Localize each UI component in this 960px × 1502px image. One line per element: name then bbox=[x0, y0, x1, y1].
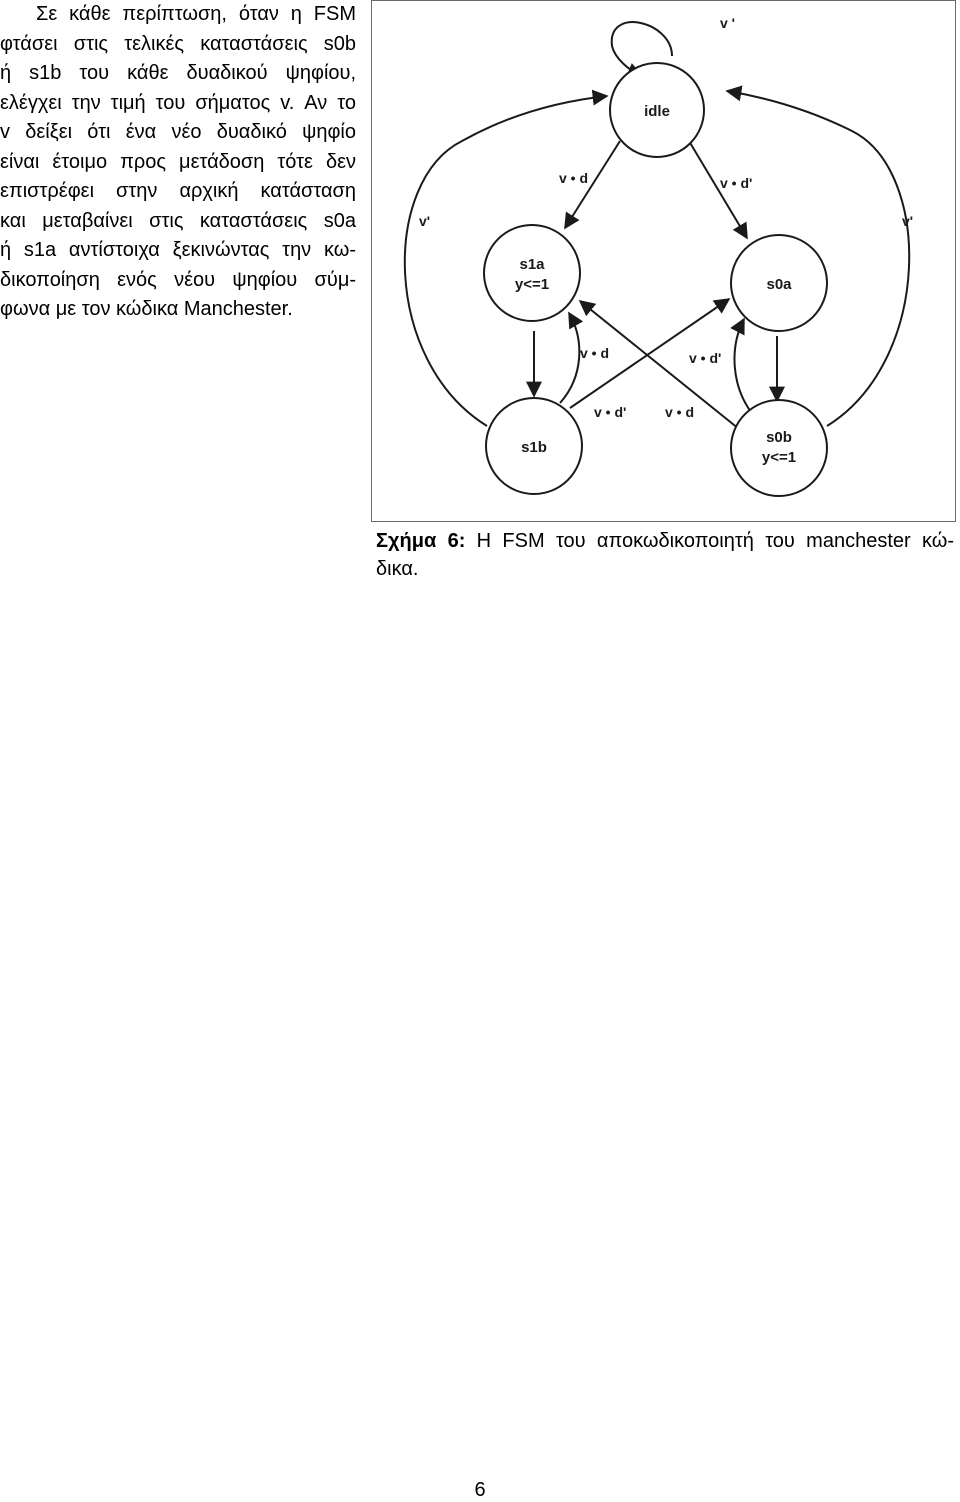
edge-s1b-to-s1a bbox=[560, 313, 579, 403]
state-label-idle: idle bbox=[644, 103, 670, 120]
edge-label-s1b-to-idle: v' bbox=[419, 213, 431, 229]
caption-text: Η FSM του αποκωδικοποιητή του manchester κώ- bbox=[476, 530, 954, 552]
state-label-s1a: s1a bbox=[519, 256, 545, 273]
caption-line-continued: δικα. bbox=[376, 558, 419, 580]
paragraph-line: ή s1b του κάθε δυαδικού ψηφίου, bbox=[0, 62, 356, 84]
fsm-figure bbox=[371, 0, 956, 522]
state-s0b bbox=[731, 400, 827, 496]
figure-caption bbox=[376, 527, 954, 583]
state-label-s1a-output: y<=1 bbox=[514, 276, 550, 293]
fsm-diagram bbox=[372, 1, 957, 523]
page-number: 6 bbox=[474, 1479, 486, 1501]
paragraph-line: επιστρέφει στην αρχική κατάσταση bbox=[0, 180, 356, 202]
edge-s0b-to-s0a bbox=[735, 319, 754, 416]
state-label-s0a: s0a bbox=[766, 276, 792, 293]
edge-label-idle-self: v ' bbox=[720, 15, 736, 31]
paragraph-line: δικοποίηση ενός νέου ψηφίου σύμ- bbox=[0, 268, 356, 291]
paragraph-line: v δείξει ότι ένα νέο δυαδικό ψηφίο bbox=[0, 121, 356, 143]
state-label-s0b-output: y<=1 bbox=[761, 449, 797, 466]
body-paragraph bbox=[0, 0, 356, 325]
edge-label-s0b-to-idle: v' bbox=[902, 213, 914, 229]
edge-label-s0b-to-s0a: v • d' bbox=[689, 350, 722, 366]
edge-label-idle-to-s1a: v • d bbox=[559, 170, 589, 186]
paragraph-line: φωνα με τον κώδικα Manchester. bbox=[0, 298, 293, 320]
caption-label: Σχήμα 6: bbox=[376, 530, 466, 552]
state-s1a bbox=[484, 225, 580, 321]
edge-label-s1b-to-s0a: v • d' bbox=[594, 404, 627, 420]
paragraph-line: Σε κάθε περίπτωση, όταν η FSM bbox=[36, 3, 356, 25]
edge-label-s0b-to-s1a: v • d bbox=[665, 404, 695, 420]
state-label-s0b: s0b bbox=[766, 429, 792, 446]
paragraph-line: φτάσει στις τελικές καταστάσεις s0b bbox=[0, 32, 356, 55]
state-label-s1b: s1b bbox=[521, 439, 547, 456]
paragraph-line: και μεταβαίνει στις καταστάσεις s0a bbox=[0, 209, 356, 232]
paragraph-line: είναι έτοιμο προς μετάδοση τότε δεν bbox=[0, 150, 356, 173]
paragraph-line: ελέγχει την τιμή του σήματος v. Αν το bbox=[0, 91, 356, 114]
caption-line bbox=[376, 527, 954, 555]
edge-label-s1b-to-s1a: v • d bbox=[580, 345, 610, 361]
paragraph-line: ή s1a αντίστοιχα ξεκινώντας την κω- bbox=[0, 239, 356, 261]
edge-label-idle-to-s0a: v • d' bbox=[720, 175, 753, 191]
